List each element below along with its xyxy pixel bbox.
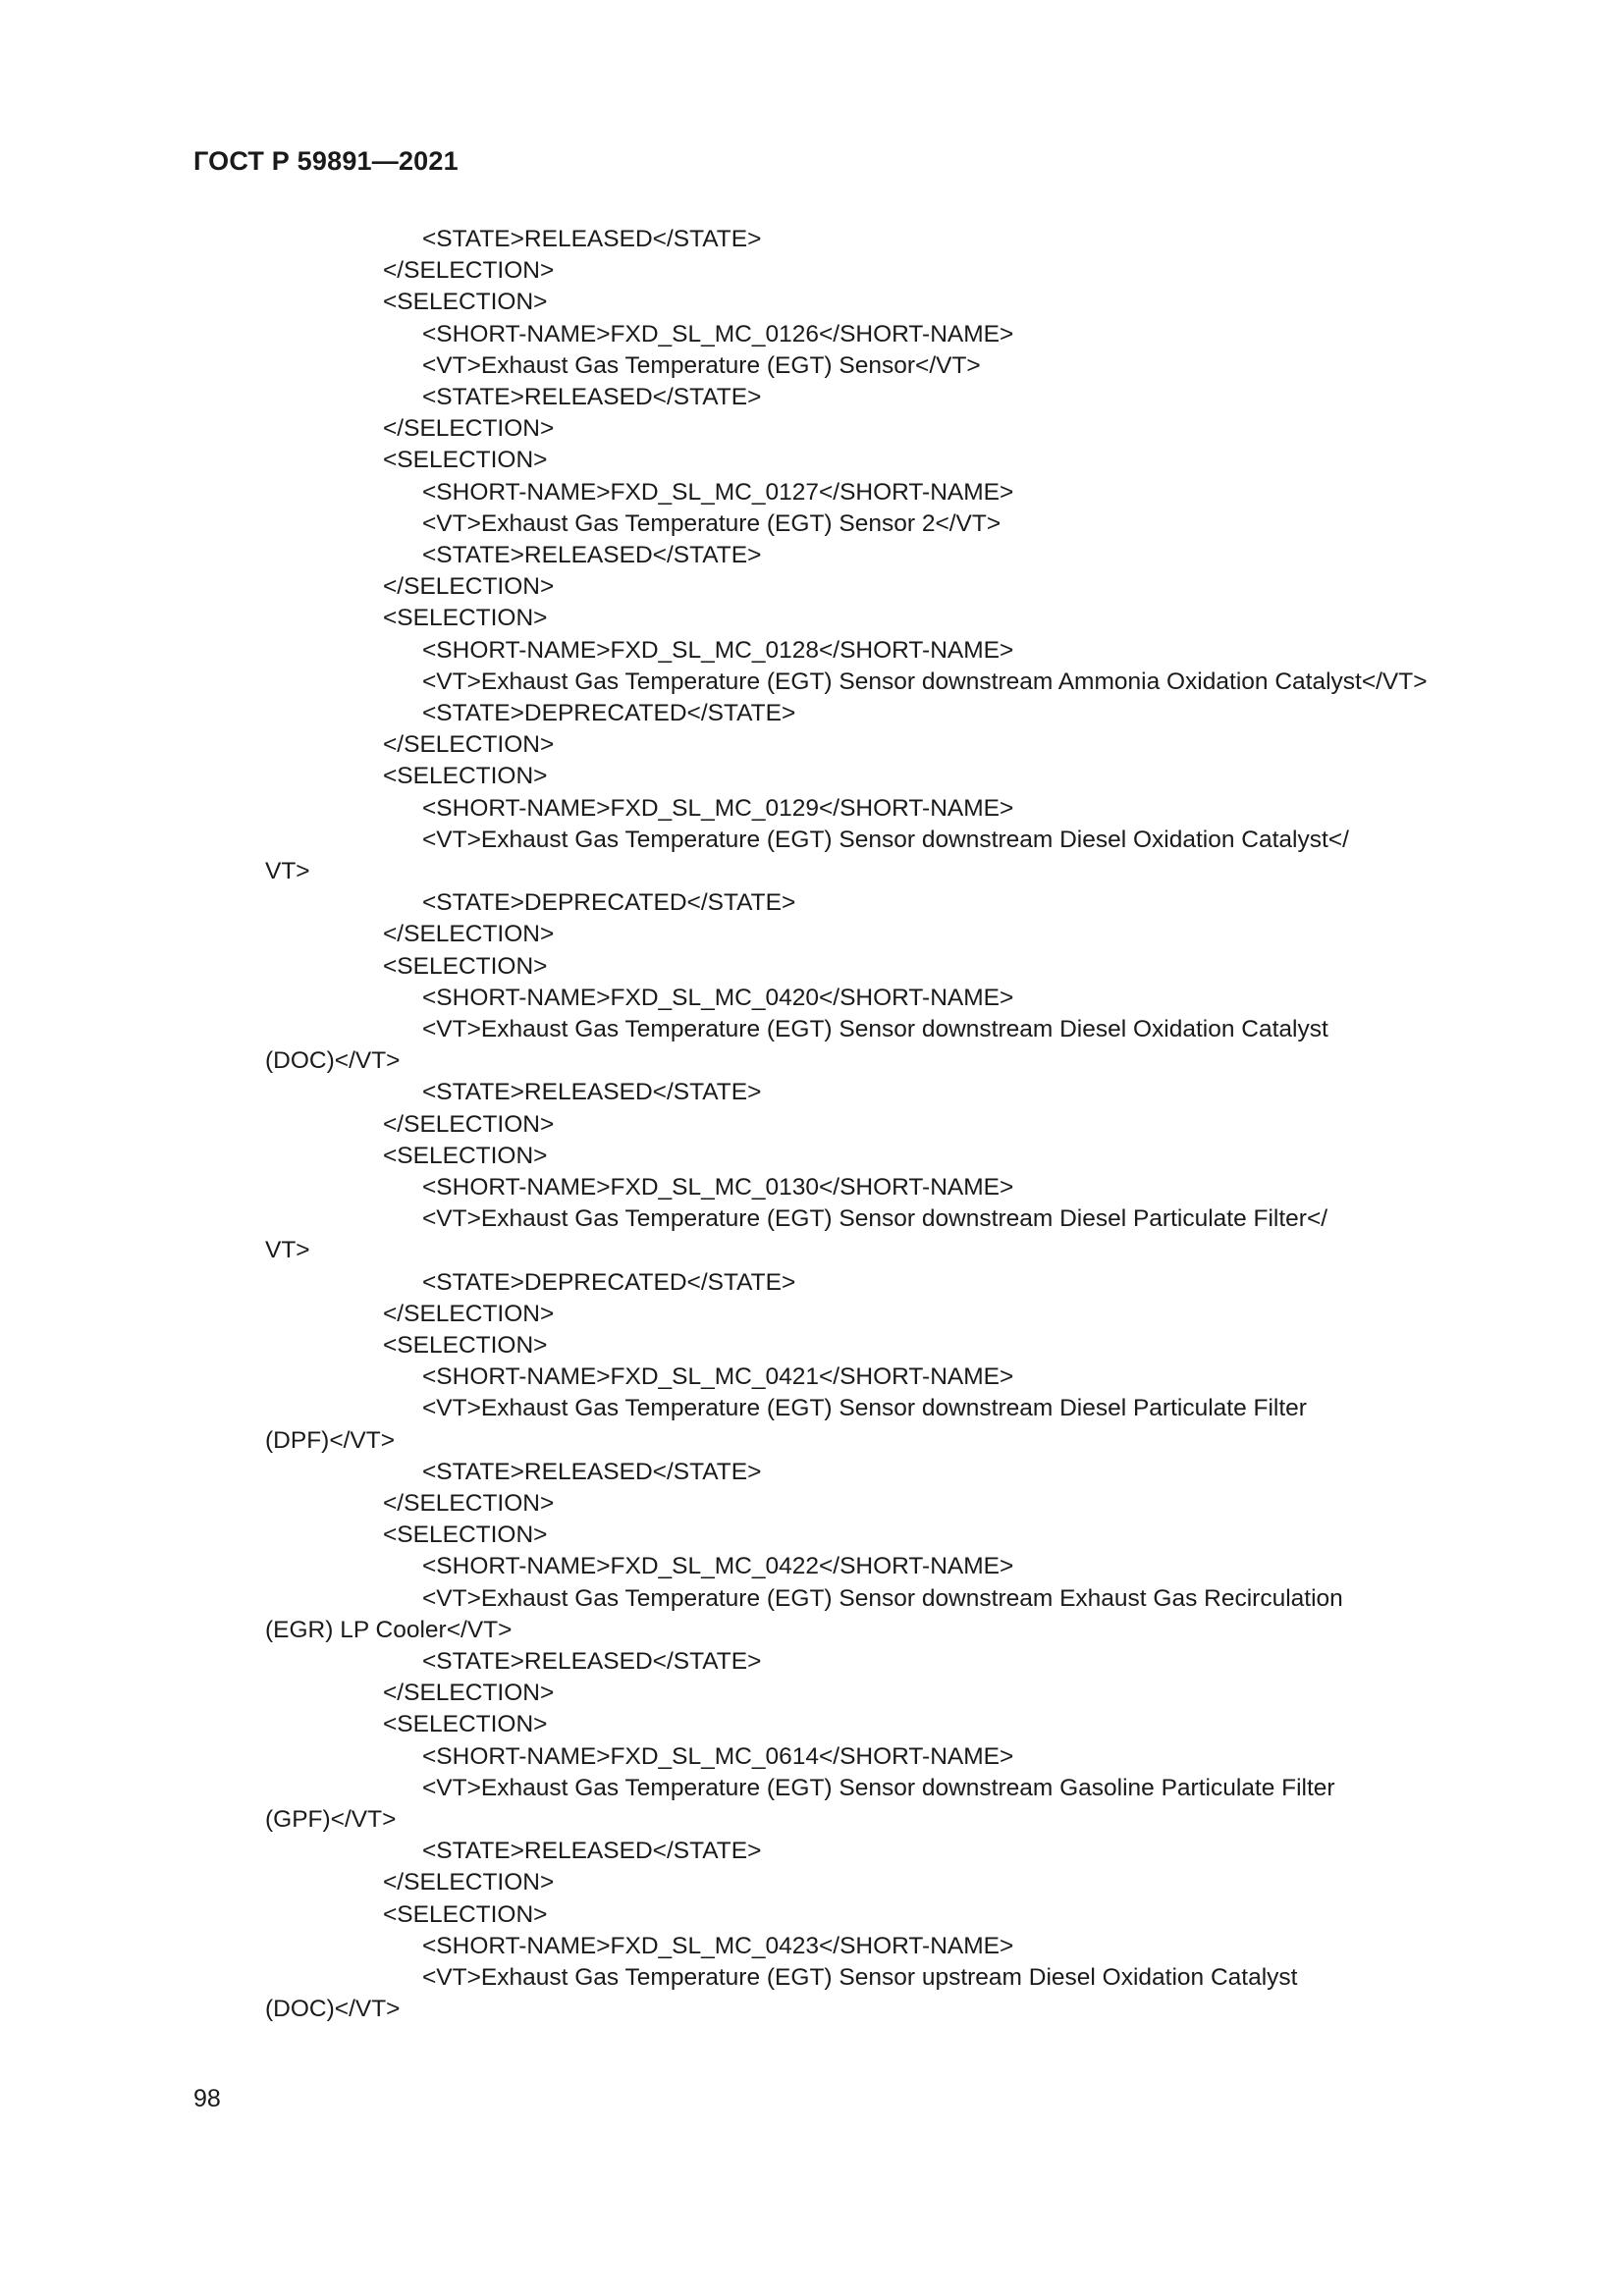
- page-number: 98: [193, 2085, 221, 2112]
- code-line: <SELECTION>: [383, 952, 548, 980]
- code-line: <STATE>DEPRECATED</STATE>: [422, 1268, 796, 1296]
- code-line: </SELECTION>: [383, 731, 555, 759]
- code-line: </SELECTION>: [383, 415, 555, 443]
- code-line: </SELECTION>: [383, 1300, 555, 1327]
- code-line: <STATE>RELEASED</STATE>: [422, 1079, 762, 1106]
- code-line: (DPF)</VT>: [265, 1426, 396, 1454]
- code-line: <VT>Exhaust Gas Temperature (EGT) Sensor</VT>: [422, 351, 981, 379]
- code-line: <SHORT-NAME>FXD_SL_MC_0421</SHORT-NAME>: [422, 1363, 1014, 1391]
- code-line: (DOC)</VT>: [265, 1996, 401, 2023]
- code-line: <STATE>RELEASED</STATE>: [422, 1458, 762, 1485]
- code-line: (DOC)</VT>: [265, 1047, 401, 1075]
- code-line: <STATE>DEPRECATED</STATE>: [422, 700, 796, 726]
- code-line: (GPF)</VT>: [265, 1806, 397, 1833]
- code-line: <VT>Exhaust Gas Temperature (EGT) Sensor downstream Diesel Oxidation Catalyst</: [422, 826, 1349, 853]
- code-line: <VT>Exhaust Gas Temperature (EGT) Sensor downstream Exhaust Gas Recirculation: [422, 1584, 1343, 1612]
- code-line: <SELECTION>: [383, 289, 548, 316]
- code-line: <SELECTION>: [383, 1522, 548, 1549]
- code-line: <SHORT-NAME>FXD_SL_MC_0128</SHORT-NAME>: [422, 636, 1014, 664]
- code-line: <VT>Exhaust Gas Temperature (EGT) Sensor downstream Diesel Oxidation Catalyst: [422, 1016, 1328, 1042]
- code-line: <SHORT-NAME>FXD_SL_MC_0423</SHORT-NAME>: [422, 1932, 1014, 1959]
- code-line: VT>: [265, 1237, 310, 1264]
- code-line: <SHORT-NAME>FXD_SL_MC_0420</SHORT-NAME>: [422, 984, 1014, 1011]
- code-line: <STATE>RELEASED</STATE>: [422, 1838, 762, 1865]
- code-line: <STATE>RELEASED</STATE>: [422, 384, 762, 410]
- code-line: </SELECTION>: [383, 1490, 555, 1517]
- code-line: <SHORT-NAME>FXD_SL_MC_0614</SHORT-NAME>: [422, 1742, 1014, 1770]
- code-line: </SELECTION>: [383, 921, 555, 948]
- code-line: <SHORT-NAME>FXD_SL_MC_0129</SHORT-NAME>: [422, 794, 1014, 822]
- code-line: </SELECTION>: [383, 573, 555, 601]
- code-line: <VT>Exhaust Gas Temperature (EGT) Sensor downstream Gasoline Particulate Filter: [422, 1774, 1335, 1801]
- code-line: <VT>Exhaust Gas Temperature (EGT) Sensor downstream Diesel Particulate Filter</: [422, 1205, 1328, 1233]
- code-line: <SELECTION>: [383, 447, 548, 474]
- code-line: <SHORT-NAME>FXD_SL_MC_0422</SHORT-NAME>: [422, 1553, 1014, 1580]
- code-line: </SELECTION>: [383, 1869, 555, 1896]
- code-line: <SELECTION>: [383, 1142, 548, 1169]
- code-line: <VT>Exhaust Gas Temperature (EGT) Sensor 2</VT>: [422, 509, 1001, 537]
- document-header: ГОСТ Р 59891—2021: [193, 146, 459, 176]
- code-line: <SELECTION>: [383, 605, 548, 632]
- code-line: <SELECTION>: [383, 1332, 548, 1359]
- code-line: <VT>Exhaust Gas Temperature (EGT) Sensor downstream Diesel Particulate Filter: [422, 1395, 1307, 1422]
- code-line: </SELECTION>: [383, 1680, 555, 1707]
- code-line: VT>: [265, 858, 310, 884]
- code-line: <SHORT-NAME>FXD_SL_MC_0126</SHORT-NAME>: [422, 320, 1014, 347]
- code-line: <STATE>RELEASED</STATE>: [422, 226, 762, 252]
- code-line: <SHORT-NAME>FXD_SL_MC_0130</SHORT-NAME>: [422, 1174, 1014, 1201]
- code-line: (EGR) LP Cooler</VT>: [265, 1616, 513, 1643]
- code-line: </SELECTION>: [383, 257, 555, 285]
- code-line: </SELECTION>: [383, 1110, 555, 1138]
- code-line: <STATE>RELEASED</STATE>: [422, 542, 762, 568]
- code-line: <SHORT-NAME>FXD_SL_MC_0127</SHORT-NAME>: [422, 478, 1014, 506]
- code-line: <SELECTION>: [383, 1711, 548, 1738]
- code-line: <STATE>RELEASED</STATE>: [422, 1648, 762, 1675]
- code-line: <SELECTION>: [383, 763, 548, 790]
- code-line: <VT>Exhaust Gas Temperature (EGT) Sensor upstream Diesel Oxidation Catalyst: [422, 1964, 1298, 1991]
- code-line: <STATE>DEPRECATED</STATE>: [422, 889, 796, 917]
- code-line: <SELECTION>: [383, 1900, 548, 1928]
- code-line: <VT>Exhaust Gas Temperature (EGT) Sensor downstream Ammonia Oxidation Catalyst</VT>: [422, 667, 1428, 695]
